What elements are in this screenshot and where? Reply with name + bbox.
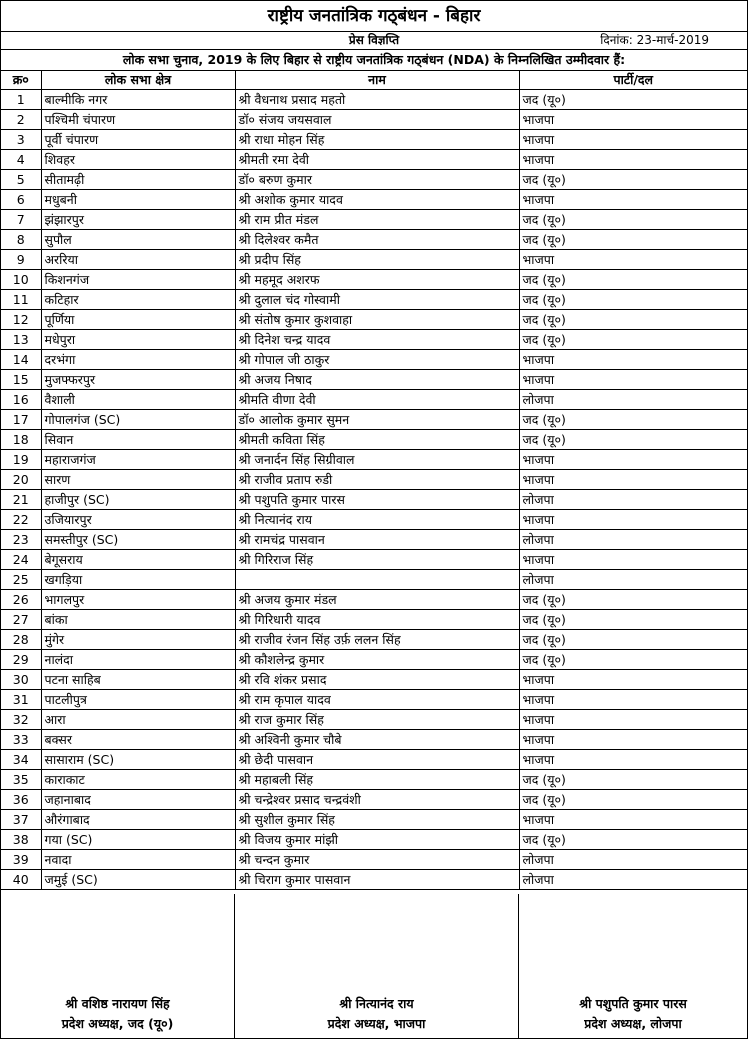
serial-cell: 18 [1, 430, 41, 450]
serial-cell: 9 [1, 250, 41, 270]
candidate-name-cell: श्री दिनेश चन्द्र यादव [235, 330, 519, 350]
serial-cell: 6 [1, 190, 41, 210]
serial-cell: 14 [1, 350, 41, 370]
table-row [1, 230, 747, 250]
candidate-name-cell: श्री नित्यानंद राय [235, 510, 519, 530]
table-row [1, 350, 747, 370]
constituency-cell: झंझारपुर [41, 210, 235, 230]
constituency-cell: गया (SC) [41, 830, 235, 850]
party-cell: जद (यू०) [519, 270, 747, 290]
candidate-name-cell: श्री राज कुमार सिंह [235, 710, 519, 730]
serial-cell: 13 [1, 330, 41, 350]
signatory-title: प्रदेश अध्यक्ष, लोजपा [584, 1016, 682, 1031]
table-row [1, 490, 747, 510]
candidate-name-cell: डॉ० बरुण कुमार [235, 170, 519, 190]
serial-cell: 33 [1, 730, 41, 750]
table-row [1, 150, 747, 170]
table-row [1, 550, 747, 570]
constituency-cell: समस्तीपुर (SC) [41, 530, 235, 550]
candidate-name-cell: श्री अजय निषाद [235, 370, 519, 390]
candidate-name-cell: श्री राधा मोहन सिंह [235, 130, 519, 150]
constituency-cell: बांका [41, 610, 235, 630]
serial-cell: 28 [1, 630, 41, 650]
party-cell: जद (यू०) [519, 310, 747, 330]
party-cell: लोजपा [519, 850, 747, 870]
table-row [1, 430, 747, 450]
constituency-cell: मधुबनी [41, 190, 235, 210]
table-row [1, 370, 747, 390]
table-row [1, 310, 747, 330]
candidate-name-cell: श्री महमूद अशरफ [235, 270, 519, 290]
candidate-name-cell: श्रीमति वीणा देवी [235, 390, 519, 410]
candidate-name-cell: श्री अशोक कुमार यादव [235, 190, 519, 210]
candidate-name-cell: श्री कौशलेन्द्र कुमार [235, 650, 519, 670]
serial-cell: 25 [1, 570, 41, 590]
serial-cell: 15 [1, 370, 41, 390]
table-row [1, 770, 747, 790]
constituency-cell: अररिया [41, 250, 235, 270]
constituency-cell: जमुई (SC) [41, 870, 235, 890]
party-cell: लोजपा [519, 570, 747, 590]
constituency-cell: काराकाट [41, 770, 235, 790]
constituency-cell: पश्चिमी चंपारण [41, 110, 235, 130]
serial-cell: 31 [1, 690, 41, 710]
serial-cell: 7 [1, 210, 41, 230]
signatory-name: श्री पशुपति कुमार पारस [579, 996, 687, 1011]
candidate-name-cell: श्री चन्द्रेश्वर प्रसाद चन्द्रवंशी [235, 790, 519, 810]
party-cell: लोजपा [519, 390, 747, 410]
signatory-title: प्रदेश अध्यक्ष, जद (यू०) [61, 1016, 174, 1031]
party-cell: लोजपा [519, 490, 747, 510]
serial-cell: 27 [1, 610, 41, 630]
party-cell: भाजपा [519, 470, 747, 490]
party-cell: भाजपा [519, 250, 747, 270]
party-cell: भाजपा [519, 670, 747, 690]
constituency-cell: पूर्वी चंपारण [41, 130, 235, 150]
serial-cell: 35 [1, 770, 41, 790]
table-row [1, 510, 747, 530]
constituency-cell: दरभंगा [41, 350, 235, 370]
candidate-name-cell: श्री दुलाल चंद गोस्वामी [235, 290, 519, 310]
constituency-cell: पटना साहिब [41, 670, 235, 690]
party-cell: भाजपा [519, 710, 747, 730]
party-cell: जद (यू०) [519, 630, 747, 650]
constituency-cell: किशनगंज [41, 270, 235, 290]
party-cell: जद (यू०) [519, 210, 747, 230]
party-cell: भाजपा [519, 150, 747, 170]
serial-cell: 5 [1, 170, 41, 190]
constituency-cell: वैशाली [41, 390, 235, 410]
constituency-cell: नालंदा [41, 650, 235, 670]
table-row [1, 630, 747, 650]
signatory-name: श्री वशिष्ठ नारायण सिंह [65, 996, 170, 1011]
serial-cell: 23 [1, 530, 41, 550]
candidate-name-cell: श्री चिराग कुमार पासवान [235, 870, 519, 890]
constituency-cell: बक्सर [41, 730, 235, 750]
candidate-name-cell: श्री रामचंद्र पासवान [235, 530, 519, 550]
table-row [1, 690, 747, 710]
candidate-name-cell: श्री प्रदीप सिंह [235, 250, 519, 270]
table-row [1, 730, 747, 750]
signature-block [1, 894, 747, 1038]
serial-cell: 4 [1, 150, 41, 170]
column-header-constituency: लोक सभा क्षेत्र [41, 71, 235, 90]
constituency-cell: पूर्णिया [41, 310, 235, 330]
candidate-name-cell: श्री राजीव प्रताप रुडी [235, 470, 519, 490]
party-cell: जद (यू०) [519, 790, 747, 810]
constituency-cell: मुजफ्फरपुर [41, 370, 235, 390]
party-cell: जद (यू०) [519, 770, 747, 790]
signature-column-ljp [519, 894, 747, 1038]
table-row [1, 270, 747, 290]
table-row [1, 90, 747, 110]
constituency-cell: सासाराम (SC) [41, 750, 235, 770]
constituency-cell: सिवान [41, 430, 235, 450]
table-row [1, 810, 747, 830]
constituency-cell: भागलपुर [41, 590, 235, 610]
table-row [1, 190, 747, 210]
party-cell: जद (यू०) [519, 650, 747, 670]
constituency-cell: सारण [41, 470, 235, 490]
table-row [1, 710, 747, 730]
party-cell: जद (यू०) [519, 410, 747, 430]
table-row [1, 650, 747, 670]
table-row [1, 610, 747, 630]
party-cell: भाजपा [519, 370, 747, 390]
table-row [1, 410, 747, 430]
intro-statement: लोक सभा चुनाव, 2019 के लिए बिहार से राष्ट्रीय जनतांत्रिक गठ्बंधन (NDA) के निम्नलिखित उम्मीदवार हैं: [1, 50, 747, 71]
party-cell: भाजपा [519, 550, 747, 570]
table-header-row [1, 71, 747, 90]
candidate-name-cell: श्री राम प्रीत मंडल [235, 210, 519, 230]
serial-cell: 24 [1, 550, 41, 570]
serial-cell: 39 [1, 850, 41, 870]
candidate-name-cell: श्री रवि शंकर प्रसाद [235, 670, 519, 690]
serial-cell: 29 [1, 650, 41, 670]
constituency-cell: मुंगेर [41, 630, 235, 650]
candidate-name-cell: श्री अश्विनी कुमार चौबे [235, 730, 519, 750]
candidate-name-cell: श्री गोपाल जी ठाकुर [235, 350, 519, 370]
signature-column-bjp [235, 894, 519, 1038]
constituency-cell: बेगूसराय [41, 550, 235, 570]
press-release-row [1, 32, 747, 50]
candidate-name-cell [235, 570, 519, 590]
table-row [1, 170, 747, 190]
table-row [1, 390, 747, 410]
party-cell: जद (यू०) [519, 430, 747, 450]
table-row [1, 790, 747, 810]
candidate-name-cell: श्री गिरिराज सिंह [235, 550, 519, 570]
table-row [1, 590, 747, 610]
party-cell: भाजपा [519, 810, 747, 830]
table-row [1, 330, 747, 350]
party-cell: भाजपा [519, 450, 747, 470]
serial-cell: 11 [1, 290, 41, 310]
candidate-name-cell: श्री राम कृपाल यादव [235, 690, 519, 710]
serial-cell: 12 [1, 310, 41, 330]
candidate-name-cell: श्री गिरिधारी यादव [235, 610, 519, 630]
table-row [1, 290, 747, 310]
candidate-name-cell: श्री दिलेश्वर कमैत [235, 230, 519, 250]
serial-cell: 26 [1, 590, 41, 610]
candidate-name-cell: श्री वैधनाथ प्रसाद महतो [235, 90, 519, 110]
serial-cell: 2 [1, 110, 41, 130]
serial-cell: 1 [1, 90, 41, 110]
party-cell: जद (यू०) [519, 290, 747, 310]
constituency-cell: गोपालगंज (SC) [41, 410, 235, 430]
serial-cell: 10 [1, 270, 41, 290]
candidate-name-cell: श्री अजय कुमार मंडल [235, 590, 519, 610]
candidate-name-cell: श्री संतोष कुमार कुशवाहा [235, 310, 519, 330]
serial-cell: 20 [1, 470, 41, 490]
constituency-cell: खगड़िया [41, 570, 235, 590]
party-cell: जद (यू०) [519, 830, 747, 850]
party-cell: जद (यू०) [519, 590, 747, 610]
serial-cell: 40 [1, 870, 41, 890]
candidate-name-cell: श्रीमती कविता सिंह [235, 430, 519, 450]
candidate-name-cell: श्री चन्दन कुमार [235, 850, 519, 870]
signatory-name: श्री नित्यानंद राय [339, 996, 414, 1011]
party-cell: भाजपा [519, 750, 747, 770]
constituency-cell: हाजीपुर (SC) [41, 490, 235, 510]
table-row [1, 450, 747, 470]
constituency-cell: मधेपुरा [41, 330, 235, 350]
serial-cell: 17 [1, 410, 41, 430]
constituency-cell: सीतामढ़ी [41, 170, 235, 190]
party-cell: भाजपा [519, 690, 747, 710]
table-row [1, 670, 747, 690]
constituency-cell: कटिहार [41, 290, 235, 310]
candidate-name-cell: श्री जनार्दन सिंह सिग्रीवाल [235, 450, 519, 470]
serial-cell: 38 [1, 830, 41, 850]
party-cell: जद (यू०) [519, 170, 747, 190]
party-cell: जद (यू०) [519, 90, 747, 110]
serial-cell: 16 [1, 390, 41, 410]
candidate-name-cell: श्री महाबली सिंह [235, 770, 519, 790]
document-title: राष्ट्रीय जनतांत्रिक गठ्बंधन - बिहार [1, 1, 747, 32]
constituency-cell: सुपौल [41, 230, 235, 250]
candidate-name-cell: डॉ० आलोक कुमार सुमन [235, 410, 519, 430]
party-cell: जद (यू०) [519, 610, 747, 630]
candidate-name-cell: श्री सुशील कुमार सिंह [235, 810, 519, 830]
candidate-name-cell: श्री विजय कुमार मांझी [235, 830, 519, 850]
table-row [1, 110, 747, 130]
candidate-name-cell: श्री छेदी पासवान [235, 750, 519, 770]
candidate-name-cell: श्री पशुपति कुमार पारस [235, 490, 519, 510]
party-cell: जद (यू०) [519, 230, 747, 250]
candidate-name-cell: डॉ० संजय जयसवाल [235, 110, 519, 130]
signature-column-jdu [1, 894, 235, 1038]
constituency-cell: नवादा [41, 850, 235, 870]
constituency-cell: आरा [41, 710, 235, 730]
table-row [1, 530, 747, 550]
party-cell: भाजपा [519, 730, 747, 750]
serial-cell: 19 [1, 450, 41, 470]
constituency-cell: उजियारपुर [41, 510, 235, 530]
constituency-cell: शिवहर [41, 150, 235, 170]
table-row [1, 470, 747, 490]
table-row [1, 250, 747, 270]
signatory-title: प्रदेश अध्यक्ष, भाजपा [327, 1016, 426, 1031]
constituency-cell: महाराजगंज [41, 450, 235, 470]
serial-cell: 22 [1, 510, 41, 530]
candidate-name-cell: श्री राजीव रंजन सिंह उर्फ़ ललन सिंह [235, 630, 519, 650]
candidate-name-cell: श्रीमती रमा देवी [235, 150, 519, 170]
serial-cell: 21 [1, 490, 41, 510]
constituency-cell: औरंगाबाद [41, 810, 235, 830]
table-row [1, 130, 747, 150]
table-row [1, 570, 747, 590]
serial-cell: 8 [1, 230, 41, 250]
column-header-party: पार्टी/दल [519, 71, 747, 90]
press-release-label: प्रेस विज्ञप्ति [348, 33, 400, 47]
party-cell: भाजपा [519, 350, 747, 370]
serial-cell: 32 [1, 710, 41, 730]
serial-cell: 37 [1, 810, 41, 830]
serial-cell: 3 [1, 130, 41, 150]
party-cell: जद (यू०) [519, 330, 747, 350]
table-row [1, 870, 747, 890]
serial-cell: 36 [1, 790, 41, 810]
table-row [1, 850, 747, 870]
column-header-serial: क्र० [1, 71, 41, 90]
serial-cell: 34 [1, 750, 41, 770]
serial-cell: 30 [1, 670, 41, 690]
party-cell: लोजपा [519, 870, 747, 890]
table-row [1, 750, 747, 770]
party-cell: भाजपा [519, 110, 747, 130]
table-row [1, 210, 747, 230]
party-cell: लोजपा [519, 530, 747, 550]
party-cell: भाजपा [519, 130, 747, 150]
constituency-cell: जहानाबाद [41, 790, 235, 810]
candidate-table [1, 71, 747, 890]
column-header-name: नाम [235, 71, 519, 90]
release-date: दिनांक: 23-मार्च-2019 [600, 33, 709, 47]
constituency-cell: पाटलीपुत्र [41, 690, 235, 710]
party-cell: भाजपा [519, 190, 747, 210]
constituency-cell: बाल्मीकि नगर [41, 90, 235, 110]
table-row [1, 830, 747, 850]
party-cell: भाजपा [519, 510, 747, 530]
